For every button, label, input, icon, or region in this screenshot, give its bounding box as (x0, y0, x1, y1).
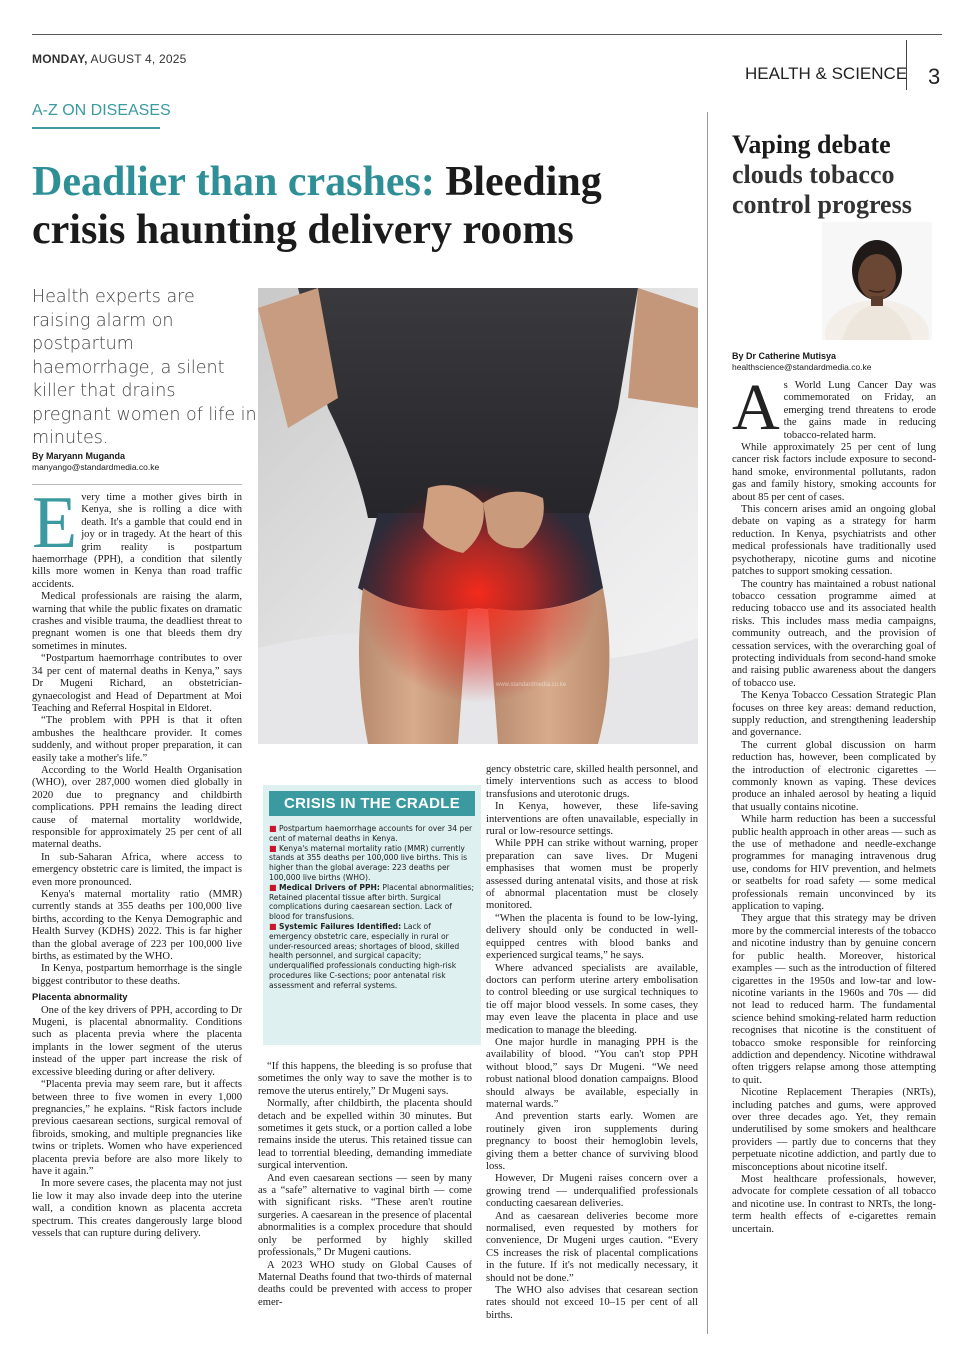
article-column-2 (258, 1061, 472, 1309)
paragraph: In Kenya, postpartum hemorrhage is the single biggest contributor to these deaths. (32, 963, 242, 987)
paragraph: gency obstetric care, skilled health personnel, and timely interventions such as access to blood transfusions and uterotonic drugs. (486, 764, 698, 800)
factbox (263, 785, 481, 1045)
sidebar-byline (732, 351, 872, 373)
standfirst: Health experts are raising alarm on postpartum haemorrhage, a silent killer that drains pregnant women of life in minutes. (32, 287, 257, 448)
article-column-1 (32, 482, 242, 1240)
paragraph: “If this happens, the bleeding is so profuse that sometimes the only way to save the mother is to remove the uterus entirely,” Dr Mugeni says. (258, 1061, 472, 1097)
paragraph: Medical professionals are raising the alarm, warning that while the public fixates on dramatic crashes and visible trauma, the deadliest threat to pregnant women is one that bleeds them dry sometimes in minutes. (32, 591, 242, 652)
article-byline (32, 451, 159, 473)
page-number: 3 (928, 64, 941, 89)
author-portrait (822, 222, 932, 340)
factbox-item: ■ Systemic Failures Identified: Lack of emergency obstetric care, especially in rural or under-resourced areas; shortages of blood, skilled health personnel, and surgical capacity; underqualified professionals conducting high-risk procedures like C-sections; poor antenatal risk assessment and referral systems. (269, 921, 460, 990)
paragraph: very time a mother gives birth in Kenya, she is rolling a dice with death. It's a gamble that could end in joy or in tragedy. At the heart of this grim reality is postpartum haemorrhage (PPH), a condition that silently kills more women in Kenya than road traffic accidents. (32, 492, 242, 590)
paragraph: “Placenta previa may seem rare, but it affects between three to five women in every 1,000 pregnancies,” he explains. “Risk factors include previous caesarean sections, surgical removal of fibroids, smoking, and multiple pregnancies like twins or triplets. Women who have experienced placenta previa before are also more likely to have it again.” (32, 1079, 242, 1177)
paragraph: The country has maintained a robust national tobacco cessation programme aimed at reducing tobacco use and its associated health risks. This includes mass media campaigns, community outreach, and the provision of cessation services, with the overarching goal of protecting individuals from second-hand smoke and raising public awareness about the dangers of tobacco use. (732, 578, 936, 689)
paragraph: “Postpartum haemorrhage contributes to over 34 per cent of maternal deaths in Kenya,” says Dr Mugeni Richard, an obstetrician-gynaecologist and Head of Department at Moi Teaching and Referral Hospital in Eldoret. (32, 653, 242, 714)
factbox-item: ■ Kenya's maternal mortality ratio (MMR) currently stands at 355 deaths per 100,000 live births. This is higher than the global average: 223 deaths per 100,000 live births (WHO). (269, 843, 468, 882)
subhead: Placenta abnormality (32, 992, 128, 1004)
headline-highlight: Deadlier than crashes: (32, 159, 435, 205)
paragraph: While harm reduction has been a successful public health approach in other areas — such as the use of methadone and needle-exchange programmes for managing intravenous drug use, condoms for HIV prevention, and helmets or seatbelts for road safety — some medical professionals remain unconvinced by its application to vaping. (732, 814, 936, 913)
paragraph: In more severe cases, the placenta may not just lie low it may also invade deep into the uterine wall, a condition known as placenta accreta spectrum. This creates dangerously large blood vessels that can rupture during delivery. (32, 1178, 242, 1239)
paragraph: “The problem with PPH is that it often ambushes the healthcare provider. It comes suddenly, and without proper preparation, it can easily take a mother's life.” (32, 715, 242, 764)
paragraph: While PPH can strike without warning, proper preparation can save lives. Dr Mugeni emphasises that women must be properly assessed during antenatal visits, and those at risk of abnormal placentation must be closely monitored. (486, 838, 698, 912)
article-column-3 (486, 764, 698, 1322)
paragraph: Most healthcare professionals, however, advocate for complete cessation of all tobacco and nicotine use. In contrast to NRTs, the long-term health effects of e-cigarettes remain uncertain. (732, 1174, 936, 1235)
kicker-underline (32, 127, 160, 129)
paragraph: While approximately 25 per cent of lung cancer risk factors include exposure to second-hand smoke, environmental pollutants, radon gas and family history, smoking accounts for about 85 per cent of cases. (732, 442, 936, 503)
sidebar-column (732, 371, 936, 1236)
paragraph: “When the placenta is found to be low-lying, delivery should only be conducted in well-equipped centres with blood banks and experienced surgical teams,” he says. (486, 912, 698, 962)
paragraph: And prevention starts early. Women are routinely given iron supplements during pregnancy to boost their hemoglobin levels, giving them a better chance of surviving blood loss. (486, 1111, 698, 1172)
factbox-title: CRISIS IN THE CRADLE (269, 791, 475, 816)
paragraph: In sub-Saharan Africa, where access to emergency obstetric care is limited, the impact is even more pronounced. (32, 851, 242, 888)
sidebar-headline (732, 130, 932, 220)
author-name: By Maryann Muganda (32, 451, 126, 461)
sidebar-headline-rest: clouds tobacco control progress (732, 160, 912, 219)
sidebar-dropcap: A (732, 371, 780, 444)
photo-watermark: www.standardmedia.co.ke (496, 682, 567, 688)
paragraph: The current global discussion on harm reduction has, however, been complicated by the introduction of electronic cigarettes — commonly known as vaping. These devices produce an inhaled aerosol by heating a liquid that usually contains nicotine. (732, 739, 936, 813)
section-name: HEALTH & SCIENCE (745, 64, 908, 83)
paragraph: The WHO also advises that cesarean section rates should not exceed 10–15 per cent of all births. (486, 1285, 698, 1321)
paragraph: This concern arises amid an ongoing global debate on vaping as a strategy for harm reduction. In Kenya, psychiatrists and other medical professionals have traditionally used psychotherapy, nicotine gums and nicotine patches to support smoking cessation. (732, 504, 936, 578)
paragraph: And as caesarean deliveries become more normalised, even requested by mothers for convenience, Dr Mugeni urges caution. “Every CS increases the risk of placental complications in the future. If it's not medically necessary, it should not be done.” (486, 1210, 698, 1284)
dateline: MONDAY, AUGUST 4, 2025 (32, 52, 187, 66)
paragraph: Normally, after childbirth, the placenta should detach and be expelled within 30 minutes. But sometimes it gets stuck, or a portion called a lobe remains inside the uterus. This retained tissue can lead to torrential bleeding, demanding immediate surgical intervention. (258, 1098, 472, 1172)
dropcap: E (32, 482, 78, 564)
sidebar-author: By Dr Catherine Mutisya (732, 351, 837, 361)
author-email: manyango@standardmedia.co.ke (32, 462, 160, 472)
paragraph: According to the World Health Organisation (WHO), over 287,000 women died globally in 2020 due to pregnancy and childbirth complications. PPH remains the leading direct cause of maternal mortality worldwide, responsible for approximately 25 per cent of all maternal deaths. (32, 764, 242, 851)
headline-rest: Bleeding crisis haunting delivery rooms (32, 159, 602, 253)
factbox-item: ■ Postpartum haemorrhage accounts for over 34 per cent of maternal deaths in Kenya. (269, 824, 473, 843)
paragraph: One of the key drivers of PPH, according to Dr Mugeni, is placental abnormality. Conditions such as placenta previa where the placenta implants in the lower segment of the uterus instead of the upper part increase the risk of excessive bleeding during or after delivery. (32, 1004, 242, 1078)
paragraph: s World Lung Cancer Day was commemorated on Friday, an emerging trend threatens to erode the gains made in reducing tobacco-related harm. (783, 380, 936, 441)
sidebar-headline-bold: Vaping debate (732, 130, 891, 159)
paragraph: They argue that this strategy may be driven more by the commercial interests of the tobacco and nicotine industry than by genuine concern for public health. Moreover, historical examples — such as the introduction of filtered cigarettes in the 1950s and low-tar and low-nicotine variants in the 1960s and 70s — did not lead to reduced harm. The fundamental science behind smoking-related harm reduction recognises that nicotine is the constituent of tobacco smoke responsible for reinforcing addiction and dependency. Nicotine withdrawal often triggers relapse among those attempting to quit. (732, 913, 936, 1086)
paragraph: In Kenya, however, these life-saving interventions are often unavailable, especially in rural or low-resource settings. (486, 801, 698, 838)
article-photo (258, 288, 698, 744)
top-rule (32, 34, 942, 35)
paragraph: Kenya's maternal mortality ratio (MMR) currently stands at 355 deaths per 100,000 live births, according to the Kenya Demographic and Health Survey (KDHS) 2022. This is far higher than the global average of 223 per 100,000 live births, as estimated by the WHO. (32, 889, 242, 963)
factbox-item: ■ Medical Drivers of PPH: Placental abnormalities; Retained placental tissue after birth. Surgical complications during caesarean section. Lack of blood for transfusions. (269, 882, 474, 922)
paragraph: And even caesarean sections — seen by many as a “safe” alternative to vaginal birth — come with significant risks. “These aren't routine surgeries. A caesarean in the presence of placental abnormalities is a complex procedure that should only be performed by highly skilled professionals,” Dr Mugeni cautions. (258, 1172, 472, 1259)
sidebar-email: healthscience@standardmedia.co.ke (732, 362, 872, 372)
paragraph: The Kenya Tobacco Cessation Strategic Plan focuses on three key areas: demand reduction, supply reduction, and strengthening leadership and governance. (732, 690, 936, 739)
paragraph: One major hurdle in managing PPH is the availability of blood. “You can't stop PPH without blood,” says Dr Mugeni. “We need robust national blood donation campaigns. Blood should always be available, especially in maternal wards.” (486, 1036, 698, 1110)
paragraph: Nicotine Replacement Therapies (NRTs), including patches and gums, were approved over three decades ago. Yet, they remain underutilised by some smokers and healthcare providers — partly due to concerns that they perpetuate nicotine addiction, and partly due to misconceptions about nicotine itself. (732, 1087, 936, 1173)
paragraph: A 2023 WHO study on Global Causes of Maternal Deaths found that two-thirds of maternal deaths could be prevented with access to proper emer- (258, 1259, 472, 1308)
paragraph: However, Dr Mugeni raises concern over a growing trend — underqualified professionals conducting caesarean deliveries. (486, 1173, 698, 1210)
paragraph: Where advanced specialists are available, doctors can perform uterine artery embolisation to control bleeding or use surgical techniques to tie off major blood vessels. In some cases, they may even leave the placenta in place and use medication to manage the bleeding. (486, 962, 698, 1036)
column-divider (707, 112, 708, 1334)
headline (32, 158, 672, 254)
kicker: A-Z ON DISEASES (32, 102, 171, 119)
